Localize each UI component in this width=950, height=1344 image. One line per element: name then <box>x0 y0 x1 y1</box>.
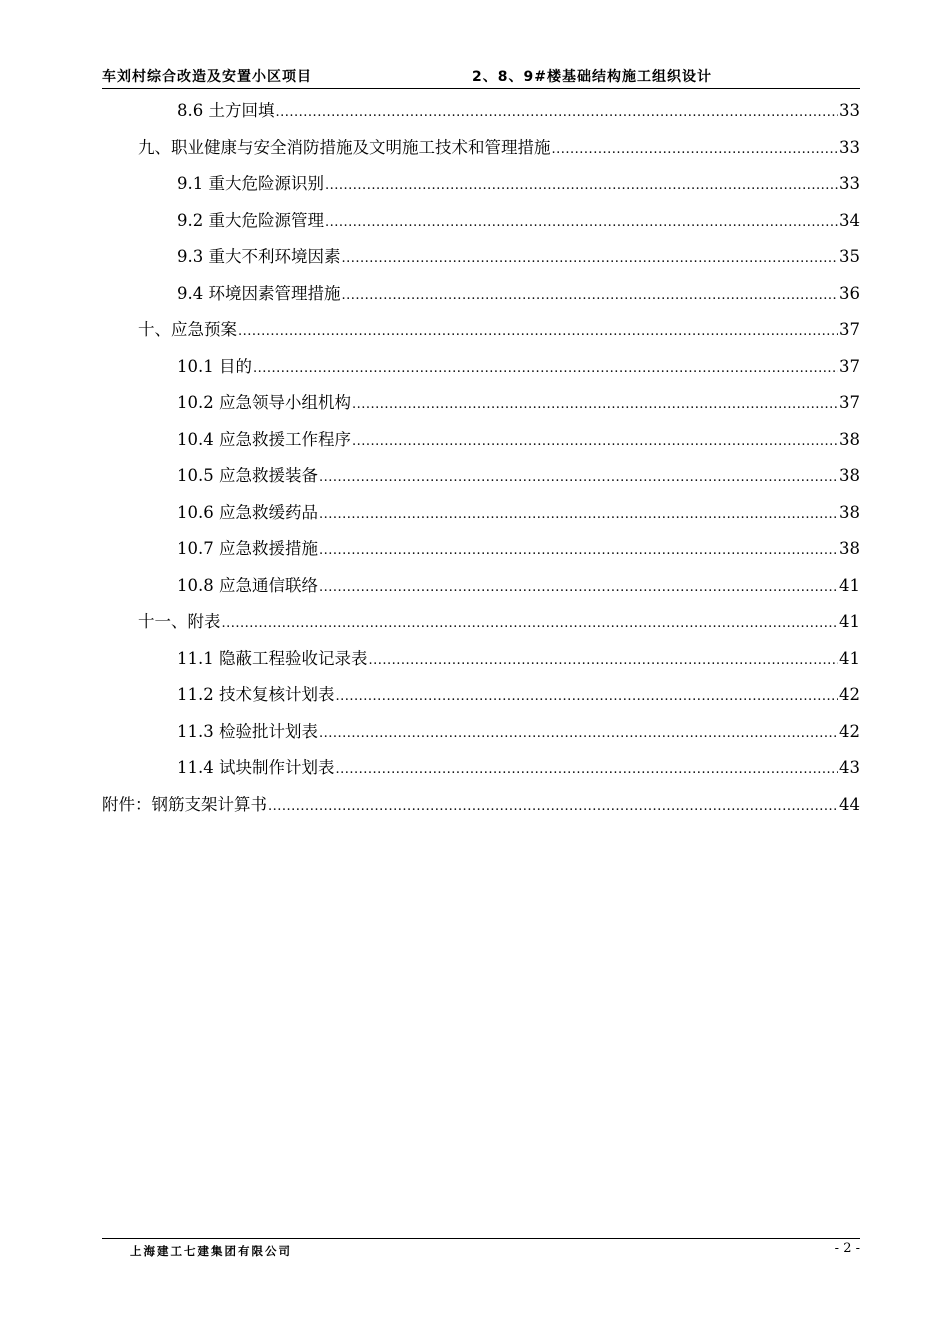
toc-entry-label: 10.7 应急救援措施 <box>177 539 318 558</box>
toc-dot-leader <box>552 137 839 163</box>
toc-dot-leader <box>319 721 838 747</box>
toc-entry-label: 十、应急预案 <box>138 320 237 339</box>
toc-entry-page-number: 38 <box>839 466 860 485</box>
toc-entry-page-number: 33 <box>839 101 860 120</box>
toc-entry-label: 9.2 重大危险源管理 <box>177 210 324 230</box>
toc-dot-leader <box>335 684 838 710</box>
toc-entry-page-number: 38 <box>839 429 860 449</box>
toc-entry-page-number: 38 <box>839 502 860 522</box>
toc-entry-page-number: 33 <box>839 137 860 157</box>
toc-entry-label: 9.1 重大危险源识别 <box>177 174 324 193</box>
toc-entry[interactable] <box>102 609 860 646</box>
toc-entry-label: 10.6 应急救缓药品 <box>177 502 318 522</box>
toc-entry[interactable] <box>102 719 860 756</box>
toc-entry-page-number: 37 <box>839 320 860 339</box>
toc-entry[interactable] <box>102 536 860 573</box>
toc-entry-page-number: 41 <box>839 612 860 631</box>
toc-entry-label: 10.1 目的 <box>177 356 252 376</box>
toc-entry-page-number: 34 <box>839 210 860 230</box>
toc-dot-leader <box>368 648 838 674</box>
toc-dot-leader <box>319 502 838 528</box>
toc-entry[interactable] <box>102 500 860 537</box>
toc-entry-page-number: 33 <box>839 174 860 193</box>
toc-entry[interactable] <box>102 208 860 245</box>
toc-entry[interactable] <box>102 354 860 391</box>
toc-entry-page-number: 36 <box>839 283 860 303</box>
toc-entry-label: 8.6 土方回填 <box>177 101 275 120</box>
toc-dot-leader <box>325 210 838 236</box>
toc-entry-label: 9.3 重大不利环境因素 <box>177 247 341 266</box>
toc-entry-label: 10.8 应急通信联络 <box>177 575 318 595</box>
toc-entry[interactable] <box>102 317 860 354</box>
toc-entry[interactable] <box>102 135 860 172</box>
toc-dot-leader <box>342 283 839 309</box>
toc-dot-leader <box>222 611 839 637</box>
toc-entry[interactable] <box>102 646 860 683</box>
footer-page-number: - 2 - <box>834 1241 860 1256</box>
toc-entry-page-number: 42 <box>839 721 860 741</box>
toc-entry[interactable] <box>102 390 860 427</box>
toc-dot-leader <box>325 173 838 199</box>
toc-entry[interactable] <box>102 792 860 829</box>
toc-entry-page-number: 38 <box>839 539 860 558</box>
toc-entry[interactable] <box>102 171 860 208</box>
toc-dot-leader <box>253 356 838 382</box>
toc-entry[interactable] <box>102 682 860 719</box>
toc-entry[interactable] <box>102 244 860 281</box>
toc-entry-label: 11.1 隐蔽工程验收记录表 <box>177 648 368 668</box>
toc-entry-label: 十一、附表 <box>138 612 221 631</box>
toc-entry[interactable] <box>102 755 860 792</box>
toc-entry-label: 九、职业健康与安全消防措施及文明施工技术和管理措施 <box>138 137 551 157</box>
toc-entry-label: 10.2 应急领导小组机构 <box>177 393 351 412</box>
toc-dot-leader <box>238 319 838 345</box>
toc-entry-page-number: 41 <box>839 648 860 668</box>
toc-dot-leader <box>319 538 838 564</box>
toc-entry[interactable] <box>102 573 860 610</box>
toc-dot-leader <box>352 392 838 418</box>
toc-dot-leader <box>342 246 839 272</box>
toc-entry-label: 10.5 应急救援装备 <box>177 466 318 485</box>
toc-dot-leader <box>335 757 838 783</box>
toc-dot-leader <box>268 794 838 820</box>
toc-entry-page-number: 41 <box>839 575 860 595</box>
toc-entry-label: 9.4 环境因素管理措施 <box>177 283 341 303</box>
toc-entry-page-number: 44 <box>839 794 860 814</box>
toc-entry-page-number: 43 <box>839 758 860 777</box>
toc-dot-leader <box>276 100 839 126</box>
toc-entry-label: 10.4 应急救援工作程序 <box>177 429 351 449</box>
toc-entry-label: 11.3 检验批计划表 <box>177 721 318 741</box>
toc-dot-leader <box>352 429 838 455</box>
toc-entry-page-number: 42 <box>839 685 860 704</box>
toc-entry[interactable] <box>102 463 860 500</box>
toc-entry-label: 11.2 技术复核计划表 <box>177 685 335 704</box>
page-header <box>102 64 860 89</box>
toc-dot-leader <box>319 575 838 601</box>
header-document-title: 2、8、9#楼基础结构施工组织设计 <box>472 69 712 85</box>
toc-entry-page-number: 37 <box>839 356 860 376</box>
header-project-title: 车刘村综合改造及安置小区项目 <box>102 69 312 85</box>
toc-entry[interactable] <box>102 98 860 135</box>
footer-company-name: 上海建工七建集团有限公司 <box>130 1244 292 1258</box>
toc-entry[interactable] <box>102 427 860 464</box>
toc-entry-label: 附件：钢筋支架计算书 <box>102 794 267 814</box>
toc-entry-page-number: 35 <box>839 247 860 266</box>
toc-entry-page-number: 37 <box>839 393 860 412</box>
table-of-contents <box>102 98 860 828</box>
toc-entry[interactable] <box>102 281 860 318</box>
page-footer <box>102 1238 860 1258</box>
toc-dot-leader <box>319 465 838 491</box>
toc-entry-label: 11.4 试块制作计划表 <box>177 758 335 777</box>
